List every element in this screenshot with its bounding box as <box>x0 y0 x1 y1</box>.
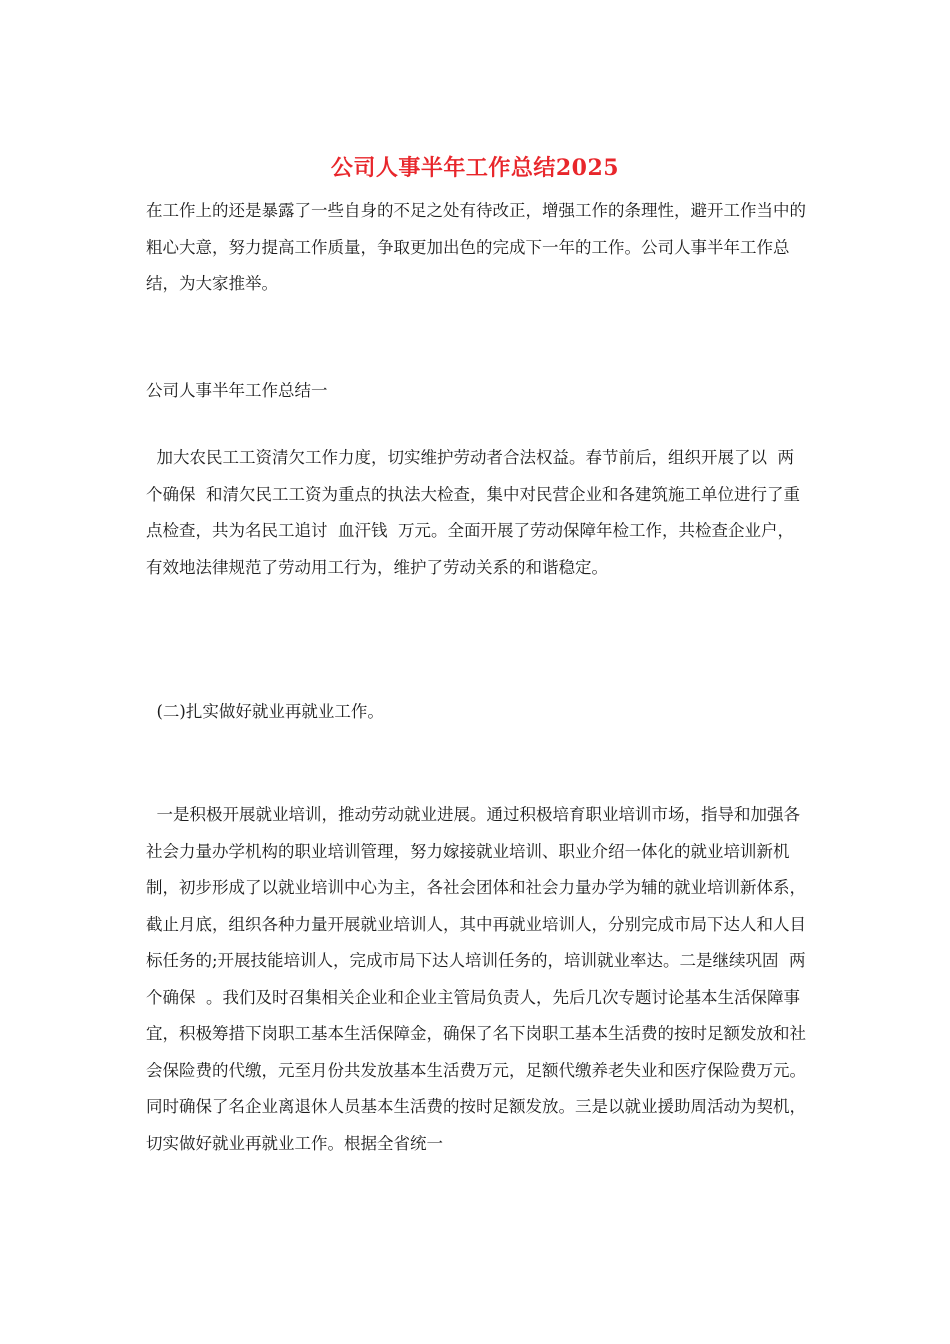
intro-paragraph: 在工作上的还是暴露了一些自身的不足之处有待改正，增强工作的条理性，避开工作当中的粗心大意，努力提高工作质量，争取更加出色的完成下一年的工作。公司人事半年工作总结，为大家推举。 <box>146 201 806 293</box>
employment-subheading: (二)扎实做好就业再就业工作。 <box>146 702 384 721</box>
section-heading: 公司人事半年工作总结一 <box>146 381 328 400</box>
employment-paragraph: 一是积极开展就业培训，推动劳动就业进展。通过积极培育职业培训市场，指导和加强各社会力量办学机构的职业培训管理，努力嫁接就业培训、职业介绍一体化的就业培训新机制，初步形成了以就业培训中心为主，各社会团体和社会力量办学为辅的就业培训新体系，截止月底，组织各种力量开展就业培训人，其中再就业培训人，分别完成市局下达人和人目标任务的;开展技能培训人，完成市局下达人培训任务的，培训就业率达。二是继续巩固 两个确保 。我们及时召集相关企业和企业主管局负责人，先后几次专题讨论基本生活保障事宜，积极筹措下岗职工基本生活保障金，确保了名下岗职工基本生活费的按时足额发放和社会保险费的代缴，元至月份共发放基本生活费万元，足额代缴养老失业和医疗保险费万元。同时确保了名企业离退休人员基本生活费的按时足额发放。三是以就业援助周活动为契机，切实做好就业再就业工作。根据全省统一 <box>146 805 806 1153</box>
document-title: 公司人事半年工作总结2025 <box>330 155 620 181</box>
wages-paragraph: 加大农民工工资清欠工作力度，切实维护劳动者合法权益。春节前后，组织开展了以 两个确保 和清欠民工工资为重点的执法大检查，集中对民营企业和各建筑施工单位进行了重点检查，共为名民工追讨 血汗钱 万元。全面开展了劳动保障年检工作，共检查企业户，有效地法律规范了劳动用工行为，维护了劳动关系的和谐稳定。 <box>146 448 800 577</box>
